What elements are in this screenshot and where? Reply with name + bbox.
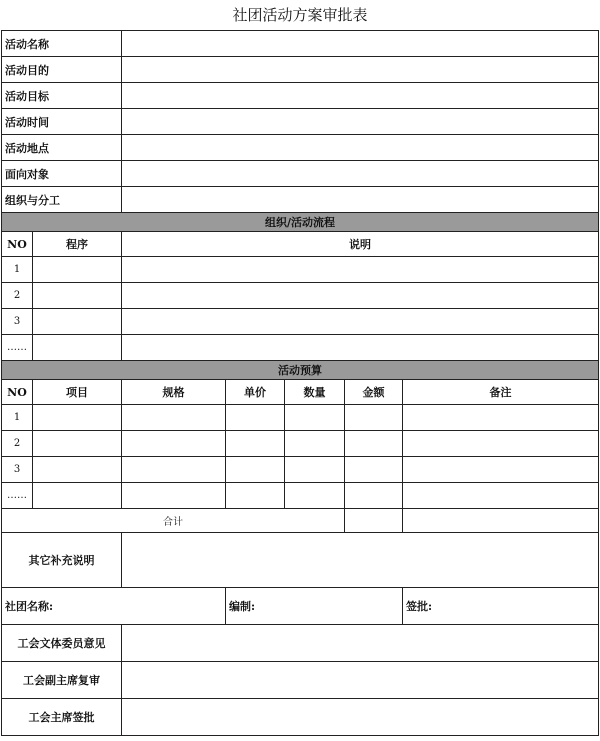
approval-form-table bbox=[1, 30, 599, 736]
review-value-vice-chair[interactable] bbox=[122, 662, 599, 699]
budget-cell-note[interactable] bbox=[403, 405, 599, 431]
review-value-sports-committee[interactable] bbox=[122, 625, 599, 662]
budget-col-spec: 规格 bbox=[122, 380, 226, 405]
process-col-step: 程序 bbox=[33, 232, 122, 257]
info-value-activity-location[interactable] bbox=[122, 135, 599, 161]
info-label-activity-time: 活动时间 bbox=[2, 109, 122, 135]
budget-cell-spec[interactable] bbox=[122, 405, 226, 431]
budget-cell-unit-price[interactable] bbox=[226, 483, 285, 509]
budget-cell-amount[interactable] bbox=[345, 457, 403, 483]
process-section-header: 组织/活动流程 bbox=[2, 213, 599, 232]
budget-cell-amount[interactable] bbox=[345, 405, 403, 431]
review-label-chair: 工会主席签批 bbox=[2, 699, 122, 736]
other-notes-value[interactable] bbox=[122, 533, 599, 588]
budget-cell-spec[interactable] bbox=[122, 457, 226, 483]
process-col-desc: 说明 bbox=[122, 232, 599, 257]
budget-cell-note[interactable] bbox=[403, 457, 599, 483]
budget-cell-item[interactable] bbox=[33, 405, 122, 431]
budget-col-note: 备注 bbox=[403, 380, 599, 405]
info-label-activity-goal: 活动目标 bbox=[2, 83, 122, 109]
prepared-by-field[interactable]: 编制: bbox=[226, 588, 403, 625]
info-value-activity-goal[interactable] bbox=[122, 83, 599, 109]
budget-cell-qty[interactable] bbox=[285, 431, 345, 457]
budget-section-header: 活动预算 bbox=[2, 361, 599, 380]
budget-cell-unit-price[interactable] bbox=[226, 431, 285, 457]
budget-total-amount[interactable] bbox=[345, 509, 403, 533]
info-label-activity-name: 活动名称 bbox=[2, 31, 122, 57]
info-label-target-audience: 面向对象 bbox=[2, 161, 122, 187]
process-row-no: 3 bbox=[2, 309, 33, 335]
budget-col-unit-price: 单价 bbox=[226, 380, 285, 405]
process-row-desc[interactable] bbox=[122, 335, 599, 361]
budget-row-no: 2 bbox=[2, 431, 33, 457]
process-row-step[interactable] bbox=[33, 309, 122, 335]
process-row-step[interactable] bbox=[33, 283, 122, 309]
budget-row-no: 1 bbox=[2, 405, 33, 431]
info-label-activity-purpose: 活动目的 bbox=[2, 57, 122, 83]
budget-cell-note[interactable] bbox=[403, 431, 599, 457]
process-row-no: …… bbox=[2, 335, 33, 361]
info-label-organization: 组织与分工 bbox=[2, 187, 122, 213]
budget-cell-item[interactable] bbox=[33, 457, 122, 483]
info-value-activity-name[interactable] bbox=[122, 31, 599, 57]
info-label-activity-location: 活动地点 bbox=[2, 135, 122, 161]
process-row-step[interactable] bbox=[33, 335, 122, 361]
process-col-no: NO bbox=[2, 232, 33, 257]
process-row-step[interactable] bbox=[33, 257, 122, 283]
budget-cell-item[interactable] bbox=[33, 483, 122, 509]
approval-field[interactable]: 签批: bbox=[403, 588, 599, 625]
budget-col-no: NO bbox=[2, 380, 33, 405]
info-value-target-audience[interactable] bbox=[122, 161, 599, 187]
info-value-activity-purpose[interactable] bbox=[122, 57, 599, 83]
process-row-desc[interactable] bbox=[122, 283, 599, 309]
budget-col-amount: 金额 bbox=[345, 380, 403, 405]
process-row-desc[interactable] bbox=[122, 257, 599, 283]
budget-cell-amount[interactable] bbox=[345, 431, 403, 457]
budget-row-no: …… bbox=[2, 483, 33, 509]
budget-cell-spec[interactable] bbox=[122, 483, 226, 509]
budget-total-label: 合计 bbox=[2, 509, 345, 533]
other-notes-label: 其它补充说明 bbox=[2, 533, 122, 588]
budget-total-note[interactable] bbox=[403, 509, 599, 533]
budget-cell-qty[interactable] bbox=[285, 457, 345, 483]
process-row-desc[interactable] bbox=[122, 309, 599, 335]
budget-cell-note[interactable] bbox=[403, 483, 599, 509]
budget-cell-qty[interactable] bbox=[285, 483, 345, 509]
budget-cell-spec[interactable] bbox=[122, 431, 226, 457]
budget-col-qty: 数量 bbox=[285, 380, 345, 405]
review-value-chair[interactable] bbox=[122, 699, 599, 736]
budget-cell-amount[interactable] bbox=[345, 483, 403, 509]
page-title: 社团活动方案审批表 bbox=[232, 6, 368, 24]
budget-col-item: 项目 bbox=[33, 380, 122, 405]
process-row-no: 1 bbox=[2, 257, 33, 283]
budget-cell-unit-price[interactable] bbox=[226, 457, 285, 483]
review-label-sports-committee: 工会文体委员意见 bbox=[2, 625, 122, 662]
club-name-field[interactable]: 社团名称: bbox=[2, 588, 226, 625]
info-value-activity-time[interactable] bbox=[122, 109, 599, 135]
process-row-no: 2 bbox=[2, 283, 33, 309]
budget-cell-item[interactable] bbox=[33, 431, 122, 457]
info-value-organization[interactable] bbox=[122, 187, 599, 213]
budget-cell-unit-price[interactable] bbox=[226, 405, 285, 431]
budget-cell-qty[interactable] bbox=[285, 405, 345, 431]
review-label-vice-chair: 工会副主席复审 bbox=[2, 662, 122, 699]
budget-row-no: 3 bbox=[2, 457, 33, 483]
